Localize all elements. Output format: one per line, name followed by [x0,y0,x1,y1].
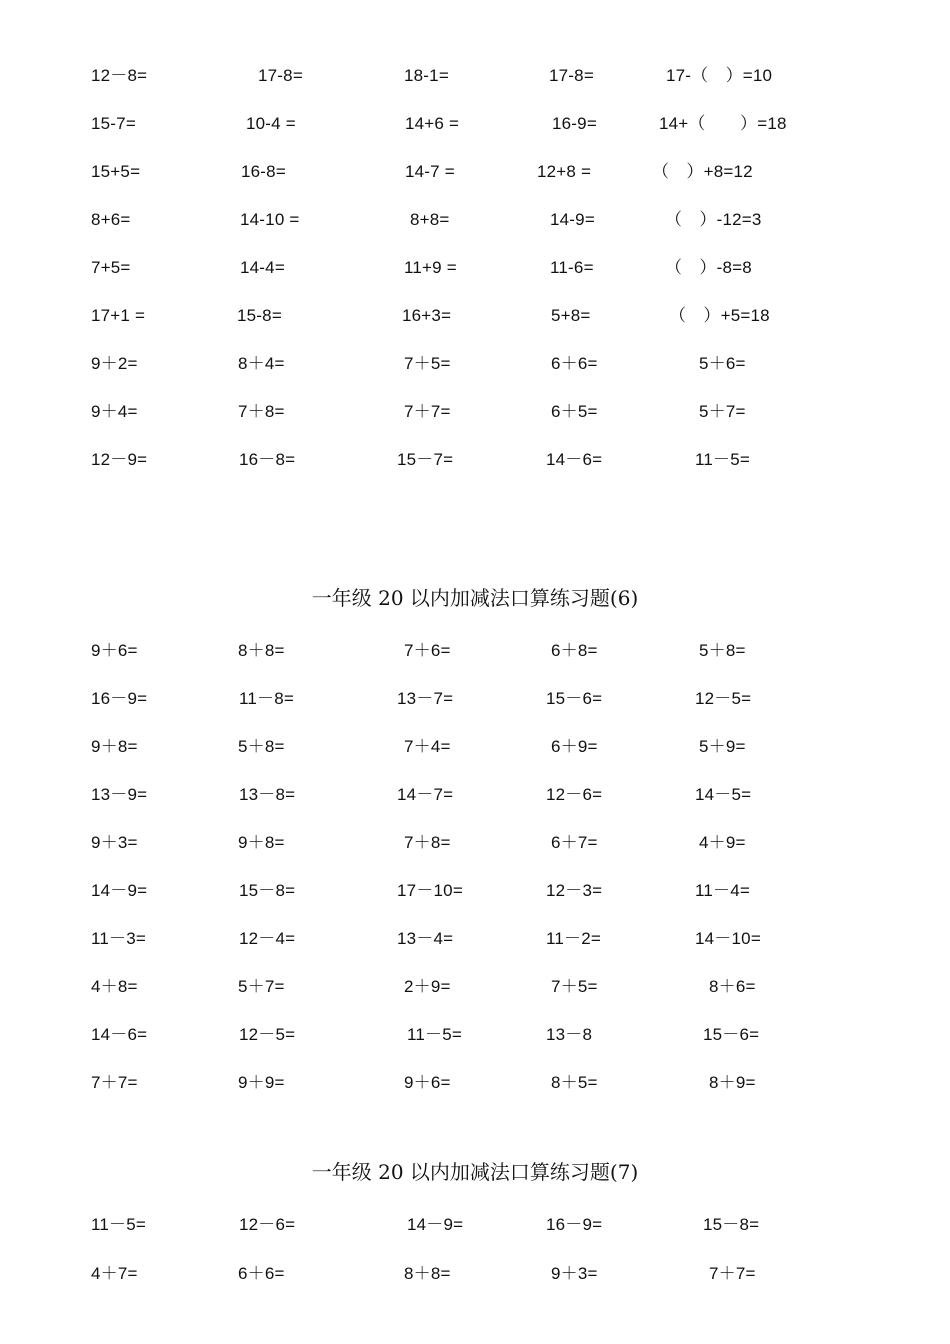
problem: （ ）+5=18 [669,306,770,325]
problem: 11－4= [695,881,751,900]
problem: 14-10 = [240,210,300,229]
problem: 5＋9= [699,737,746,756]
problem: 16－9= [546,1215,603,1234]
problem: 18-1= [404,66,449,85]
problem: 11－8= [239,689,295,708]
problem: 13－7= [397,689,454,708]
problem: 15－6= [546,689,603,708]
problem: 14-4= [240,258,285,277]
problem: 7＋7= [404,402,451,421]
problem: 14+6 = [405,114,460,133]
problem: 6＋7= [551,833,598,852]
problem: 17-8= [258,66,303,85]
problem: 12－5= [695,689,752,708]
problem: 4＋7= [91,1264,138,1283]
problem: 9＋3= [551,1264,598,1283]
problem: 12－5= [239,1025,296,1044]
problem: 7＋7= [709,1264,756,1283]
problem: 5＋7= [699,402,746,421]
problem: 13－4= [397,929,454,948]
problem: 14－5= [695,785,752,804]
problem: 11－5= [91,1215,147,1234]
problem: 6＋5= [551,402,598,421]
problem: 7＋8= [404,833,451,852]
problem: 11－5= [695,450,751,469]
problem: （ ）-12=3 [665,210,762,229]
problem: 15－8= [703,1215,760,1234]
problem: 10-4 = [246,114,296,133]
problem: 15－8= [239,881,296,900]
problem: 7＋5= [404,354,451,373]
problem: 14－9= [407,1215,464,1234]
problem: 11－2= [546,929,602,948]
problem: 7＋5= [551,977,598,996]
problem: 8＋8= [404,1264,451,1283]
problem: 9＋3= [91,833,138,852]
problem: 5＋7= [238,977,285,996]
problem: 15－7= [397,450,454,469]
problem: 13－8 [546,1025,593,1044]
problem: 8＋8= [238,641,285,660]
problem: 12－6= [239,1215,296,1234]
problem: 12－6= [546,785,603,804]
problem: 5＋8= [699,641,746,660]
problem: 7＋8= [238,402,285,421]
problem: 9＋2= [91,354,138,373]
problem: 5+8= [551,306,591,325]
problem: 9＋6= [91,641,138,660]
problem: 8＋6= [709,977,756,996]
problem: 14－9= [91,881,148,900]
problem: 17-（ ）=10 [666,66,773,85]
problem: 15-8= [237,306,282,325]
problem: 16-9= [552,114,597,133]
problem: 7＋7= [91,1073,138,1092]
problem: 12+8 = [537,162,592,181]
problem: 17－10= [397,881,463,900]
problem: 11－3= [91,929,147,948]
problem: 5＋8= [238,737,285,756]
problem: 8+6= [91,210,131,229]
problem: 6＋6= [551,354,598,373]
problem: 8＋4= [238,354,285,373]
problem: 8＋9= [709,1073,756,1092]
problem: 11－5= [407,1025,463,1044]
problem: （ ）+8=12 [652,162,753,181]
problem: 15－6= [703,1025,760,1044]
problem: 4＋9= [699,833,746,852]
problem: 4＋8= [91,977,138,996]
problem: 11+9 = [404,258,457,277]
problem: 16-8= [241,162,286,181]
section-title: 一年级 20 以内加减法口算练习题(7) [311,1160,639,1184]
problem: 6＋9= [551,737,598,756]
problem: 17-8= [549,66,594,85]
problem: 6＋6= [238,1264,285,1283]
problem: （ ）-8=8 [665,258,752,277]
problem: 12－8= [91,66,148,85]
problem: 9＋9= [238,1073,285,1092]
problem: 16－9= [91,689,148,708]
problem: 11-6= [550,258,594,277]
problem: 15-7= [91,114,136,133]
problem: 12－3= [546,881,603,900]
problem: 2＋9= [404,977,451,996]
problem: 6＋8= [551,641,598,660]
problem: 5＋6= [699,354,746,373]
problem: 12－4= [239,929,296,948]
problem: 8＋5= [551,1073,598,1092]
problem: 13－9= [91,785,148,804]
problem: 12－9= [91,450,148,469]
problem: 14－10= [695,929,761,948]
problem: 9＋8= [238,833,285,852]
problem: 7＋4= [404,737,451,756]
problem: 14-9= [550,210,595,229]
problem: 14－6= [546,450,603,469]
problem: 17+1 = [91,306,146,325]
problem: 9＋6= [404,1073,451,1092]
problem: 7＋6= [404,641,451,660]
problem: 9＋8= [91,737,138,756]
section-title: 一年级 20 以内加减法口算练习题(6) [311,586,639,610]
problem: 14-7 = [405,162,455,181]
problem: 16+3= [402,306,452,325]
problem: 14－6= [91,1025,148,1044]
problem: 13－8= [239,785,296,804]
problem: 15+5= [91,162,141,181]
problem: 14+（ ）=18 [659,114,787,133]
problem: 14－7= [397,785,454,804]
problem: 7+5= [91,258,131,277]
problem: 9＋4= [91,402,138,421]
problem: 8+8= [410,210,450,229]
problem: 16－8= [239,450,296,469]
